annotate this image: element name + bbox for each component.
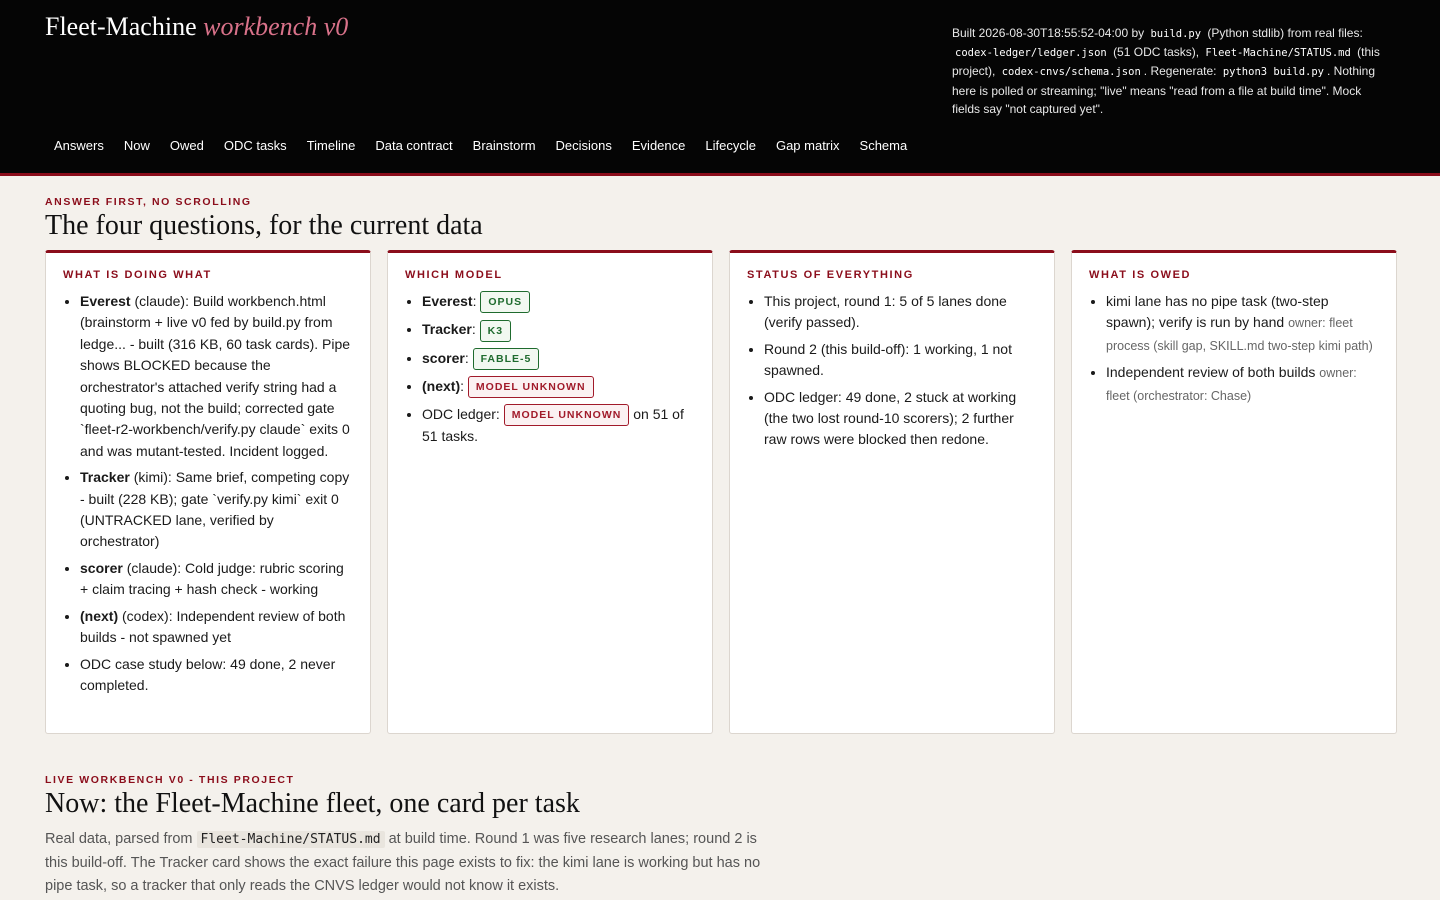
lane-name: scorer xyxy=(80,559,123,576)
card-doing xyxy=(45,250,371,734)
card-status-kicker: STATUS OF EVERYTHING xyxy=(747,269,914,281)
card-model-kicker: WHICH MODEL xyxy=(405,269,503,281)
lane-name: Tracker xyxy=(422,321,472,338)
now-kicker: LIVE WORKBENCH V0 - THIS PROJECT xyxy=(45,774,295,786)
build-text-5: . Regenerate: xyxy=(1143,64,1217,79)
build-note xyxy=(952,24,1392,118)
answer-cards xyxy=(45,250,1397,734)
list-item xyxy=(80,291,354,462)
nav-data-contract[interactable]: Data contract xyxy=(375,138,453,153)
nav-evidence[interactable]: Evidence xyxy=(631,138,686,153)
list-item: • scorer: FABLE-5 xyxy=(422,348,696,370)
doing-list xyxy=(63,291,354,696)
lane-desc: (claude): Cold judge: rubric scoring + claim tracing + hash check - working xyxy=(80,559,344,598)
brand-accent: workbench v0 xyxy=(203,12,349,41)
build-text-3: (51 ODC tasks), xyxy=(1113,45,1200,60)
card-doing-kicker: WHAT IS DOING WHAT xyxy=(63,269,212,281)
owed-text: Independent review of both builds xyxy=(1106,364,1316,381)
build-code-5: python3 build.py xyxy=(1222,66,1324,79)
list-item: • Round 2 (this build-off): 1 working, 1 not spawned. xyxy=(764,339,1038,382)
nav-owed[interactable]: Owed xyxy=(169,138,204,153)
nav-now[interactable]: Now xyxy=(123,138,150,153)
nav-odc-tasks[interactable]: ODC tasks xyxy=(223,138,287,153)
nav-timeline[interactable]: Timeline xyxy=(306,138,356,153)
lane-name: (next) xyxy=(422,377,461,394)
model-list xyxy=(405,291,696,448)
brand-title[interactable] xyxy=(45,12,348,42)
brand-main: Fleet-Machine xyxy=(45,12,197,41)
model-badge: FABLE-5 xyxy=(473,348,540,370)
nav-answers[interactable]: Answers xyxy=(54,138,104,153)
build-text-4: (this project), xyxy=(952,45,1380,79)
list-item: • (next): MODEL UNKNOWN xyxy=(422,376,696,398)
list-item xyxy=(1106,362,1380,407)
model-badge: OPUS xyxy=(480,291,530,313)
list-item: • Everest: OPUS xyxy=(422,291,696,313)
build-code-2: codex-ledger/ledger.json xyxy=(955,47,1107,60)
nav-decisions[interactable]: Decisions xyxy=(555,138,612,153)
model-badge: MODEL UNKNOWN xyxy=(504,404,630,426)
list-item xyxy=(80,606,354,649)
list-item xyxy=(422,404,696,448)
build-text-1: Built 2026-08-30T18:55:52-04:00 by xyxy=(952,26,1145,40)
model-badge: MODEL UNKNOWN xyxy=(468,376,594,398)
nav-brainstorm[interactable]: Brainstorm xyxy=(472,138,536,153)
ledger-count: on 51 of 51 tasks. xyxy=(422,406,684,445)
owed-text: kimi lane has no pipe task (two-step spawn); verify is run by hand xyxy=(1106,293,1329,331)
lane-desc: (codex): Independent review of both builds - not spawned yet xyxy=(80,607,346,646)
build-code-3: Fleet-Machine/STATUS.md xyxy=(1205,47,1351,60)
list-item xyxy=(80,467,354,553)
now-title: Now: the Fleet-Machine fleet, one card per task xyxy=(45,788,580,819)
ledger-label: ODC ledger: xyxy=(422,406,500,423)
model-badge: K3 xyxy=(480,320,511,342)
build-code-1: build.py xyxy=(1150,28,1202,40)
list-item: • Tracker: K3 xyxy=(422,319,696,341)
answers-kicker: ANSWER FIRST, NO SCROLLING xyxy=(45,196,252,208)
list-item: • ODC ledger: 49 done, 2 stuck at working (the two lost round-10 scorers); 2 further raw rows were blocked then redone. xyxy=(764,387,1038,451)
status-list xyxy=(747,291,1038,451)
lane-name: Everest xyxy=(80,293,131,309)
main-nav xyxy=(44,136,917,155)
card-owed xyxy=(1071,250,1397,734)
build-text-2: (Python stdlib) from real files: xyxy=(1207,26,1363,40)
intro-code: Fleet-Machine/STATUS.md xyxy=(197,831,385,848)
card-status xyxy=(729,250,1055,734)
owed-owner: owner: fleet (orchestrator: Chase) xyxy=(1106,366,1357,403)
now-intro xyxy=(45,828,765,899)
lane-desc: (kimi): Same brief, competing copy - built (228 KB); gate `verify.py kimi` exit 0 (UNTRACKED lane, verified by orchestrator) xyxy=(80,469,350,550)
lane-name: (next) xyxy=(80,607,119,624)
list-item xyxy=(1106,291,1380,357)
lane-name: Tracker xyxy=(80,469,130,486)
lane-desc: ODC case study below: 49 done, 2 never completed. xyxy=(80,655,336,693)
intro-text-1: Real data, parsed from xyxy=(45,831,193,847)
nav-gap-matrix[interactable]: Gap matrix xyxy=(775,138,840,153)
owed-owner: owner: fleet process (skill gap, SKILL.md two-step kimi path) xyxy=(1106,316,1373,353)
nav-lifecycle[interactable]: Lifecycle xyxy=(705,138,756,153)
list-item xyxy=(80,654,354,697)
top-header xyxy=(0,0,1440,176)
list-item xyxy=(80,558,354,601)
owed-list xyxy=(1089,291,1380,407)
answers-title: The four questions, for the current data xyxy=(45,210,483,241)
build-code-4: codex-cnvs/schema.json xyxy=(1001,66,1141,79)
card-owed-kicker: WHAT IS OWED xyxy=(1089,269,1192,281)
build-text-6: . Nothing here is polled or streaming; "live" means "read from a file at build time". Mock fields say "not captured yet". xyxy=(952,64,1376,116)
nav-schema[interactable]: Schema xyxy=(859,138,908,153)
lane-name: scorer xyxy=(422,349,465,366)
card-model xyxy=(387,250,713,734)
lane-name: Everest xyxy=(422,293,473,309)
lane-desc: (claude): Build workbench.html (brainstorm + live v0 fed by build.py from ledge... - built (316 KB, 60 task cards). Pipe shows BLOCKED because the orchestrator's attached verify string had a quoting bug, not the build; corrected gate `fleet-r2-workbench/verify.py claude` exits 0 and was mutant-tested. Incident logged. xyxy=(80,293,351,459)
intro-text-2: at build time. Round 1 was five research lanes; round 2 is this build-off. The Tracker card shows the exact failure this page exists to fix: the kimi lane is working but has no pipe task, so a tracker that only reads the CNVS ledger would not know it exists. xyxy=(45,831,761,894)
list-item: • This project, round 1: 5 of 5 lanes done (verify passed). xyxy=(764,291,1038,334)
